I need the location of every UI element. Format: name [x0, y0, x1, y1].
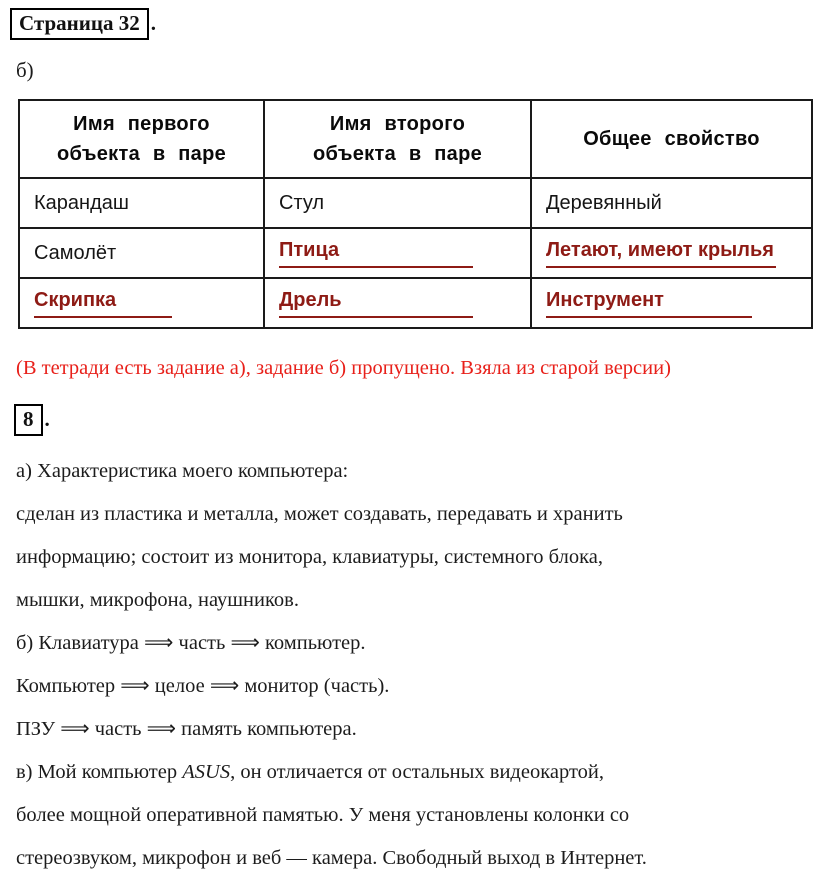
column-header-common-property: Общее свойство [531, 100, 812, 178]
text-line-with-brand: в) Мой компьютер ASUS, он отличается от остальных видеокартой, [16, 761, 604, 784]
table-row [19, 178, 812, 228]
text-line: б) Клавиатура ⟹ часть ⟹ компьютер. [16, 632, 366, 655]
table-cell [19, 228, 264, 278]
text-line: стереозвуком, микрофон и веб — камера. Свободный выход в Интернет. [16, 847, 647, 870]
table-row [19, 278, 812, 328]
handwritten-answer: Инструмент [546, 289, 752, 318]
handwritten-answer: Дрель [279, 289, 473, 318]
printed-value: Деревянный [546, 191, 662, 214]
section-b-label: б) [16, 58, 34, 83]
text-line: ПЗУ ⟹ часть ⟹ память компьютера. [16, 718, 357, 741]
printed-value: Стул [279, 191, 325, 214]
text-line: более мощной оперативной памятью. У меня установлены колонки со [16, 804, 630, 827]
table-cell [531, 278, 812, 328]
task-8-body [16, 450, 819, 880]
table-cell [19, 278, 264, 328]
table-cell [264, 178, 531, 228]
printed-value: Самолёт [34, 241, 117, 264]
text-line: Компьютер ⟹ целое ⟹ монитор (часть). [16, 675, 390, 698]
task-8-period: . [44, 407, 50, 432]
text-line: а) Характеристика моего компьютера: [16, 460, 349, 483]
brand-name: ASUS [182, 761, 231, 784]
text-line: мышки, микрофона, наушников. [16, 589, 299, 612]
text-line: сделан из пластика и металла, может создавать, передавать и хранить [16, 503, 623, 526]
page-title-row [10, 8, 819, 40]
table-cell [264, 278, 531, 328]
printed-value: Карандаш [34, 191, 129, 214]
table-cell [264, 228, 531, 278]
pairs-table [18, 99, 813, 329]
column-header-first-object: Имя первого объекта в паре [19, 100, 264, 178]
page-title-period: . [150, 11, 156, 35]
handwritten-answer: Скрипка [34, 289, 172, 318]
table-cell [531, 228, 812, 278]
text-line: информацию; состоит из монитора, клавиатуры, системного блока, [16, 546, 603, 569]
table-row [19, 228, 812, 278]
editor-note: (В тетради есть задание а), задание б) пропущено. Взяла из старой версии) [16, 357, 671, 380]
column-header-second-object: Имя второго объекта в паре [264, 100, 531, 178]
handwritten-answer: Летают, имеют крылья [546, 239, 776, 268]
page-title: Страница 32 [10, 8, 149, 40]
task-8-number-row [14, 404, 819, 436]
table-cell [531, 178, 812, 228]
table-cell [19, 178, 264, 228]
table-header-row [19, 100, 812, 178]
task-8-number: 8 [14, 404, 43, 436]
handwritten-answer: Птица [279, 239, 473, 268]
